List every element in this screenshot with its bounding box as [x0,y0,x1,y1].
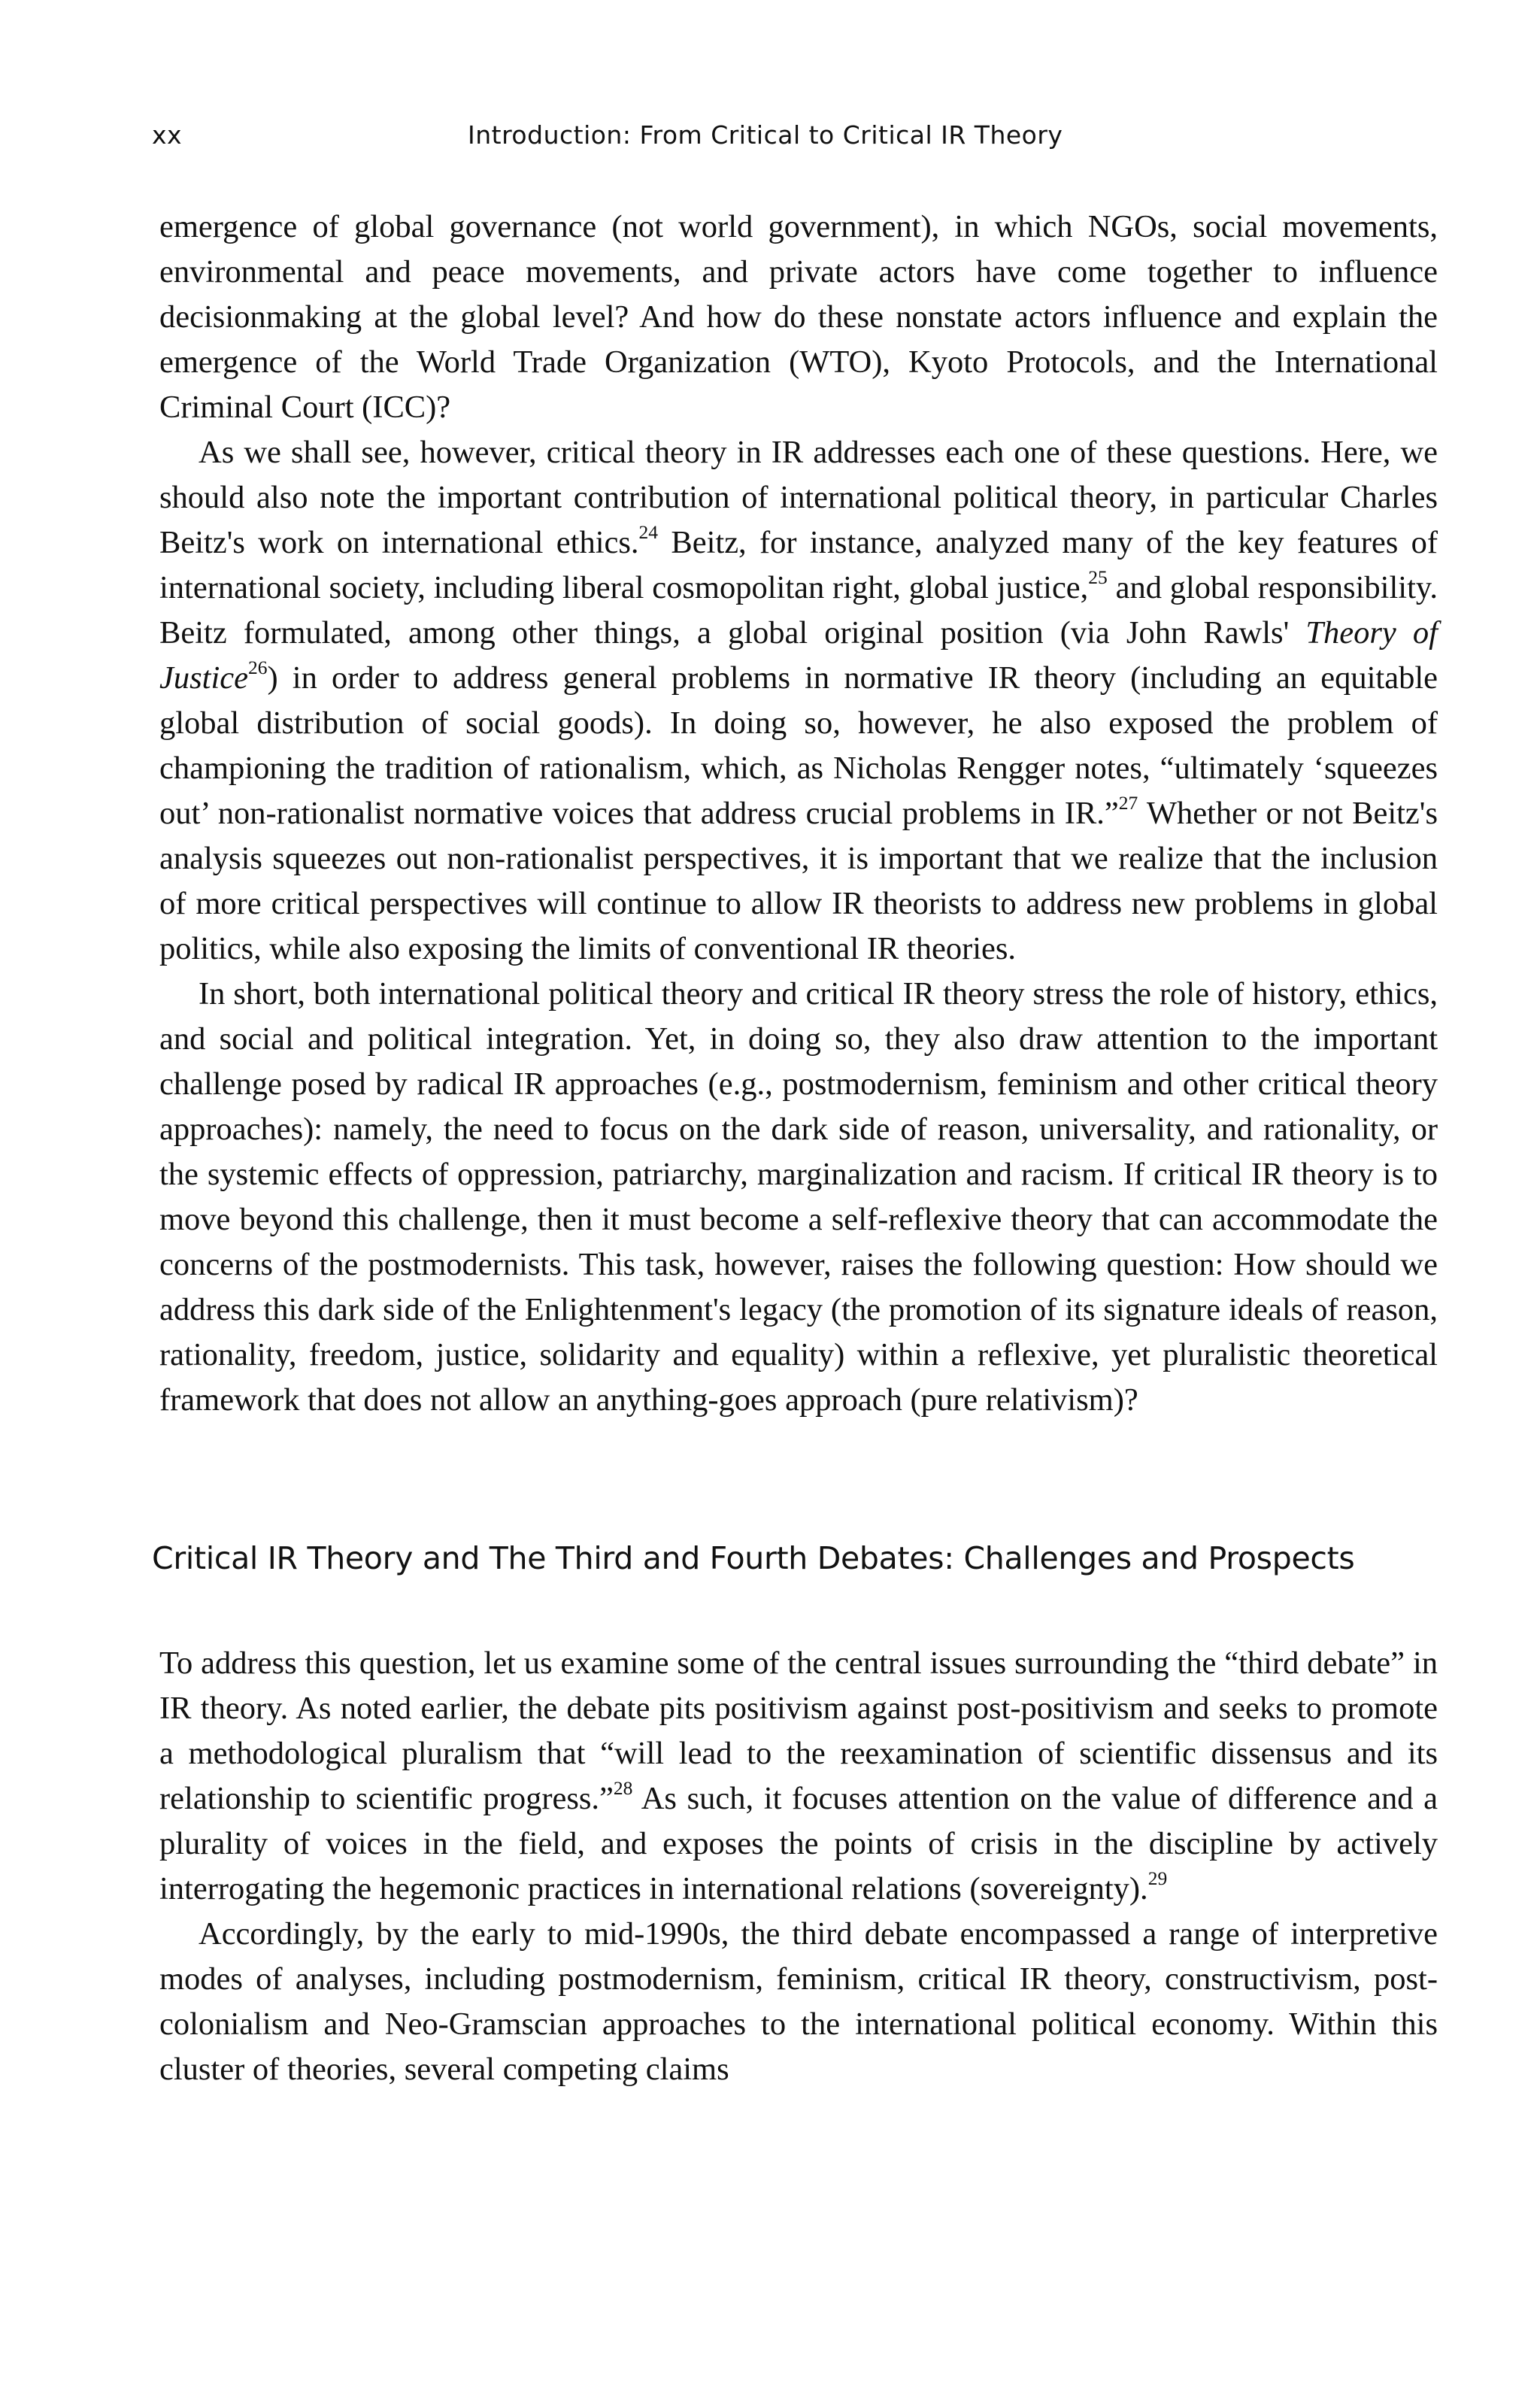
footnote-ref-27: 27 [1118,791,1138,814]
paragraph-third-debate [159,1641,1438,1912]
footnote-ref-26: 26 [248,656,268,678]
text-span: Beitz, for instance, analyzed many of the key features of international society, including liberal cosmopolitan right, global justice, [159,525,1438,605]
text-span: As we shall see, however, critical theory in IR addresses each one of these questions. Here, we should also note the important contribution of international political theory, in particular Charles Beitz's work on international ethics. [159,435,1438,560]
footnote-ref-28: 28 [613,1776,633,1799]
paragraph-in-short: In short, both international political theory and critical IR theory stress the role of history, ethics, and social and political integration. Yet, in doing so, they also draw attention to the important challenge posed by radical IR approaches (e.g., postmodernism, feminism and other critical theory approaches): namely, the need to focus on the dark side of reason, universality, and rationality, or the systemic effects of oppression, patriarchy, marginalization and racism. If critical IR theory is to move beyond this challenge, then it must become a self-reflexive theory that can accommodate the concerns of the postmodernists. This task, however, raises the following question: How should we address this dark side of the Enlightenment's legacy (the promotion of its signature ideals of reason, rationality, freedom, justice, solidarity and equality) within a reflexive, yet pluralistic theoretical framework that does not allow an anything-goes approach (pure relativism)? [159,976,1438,1418]
paragraph-accordingly: Accordingly, by the early to mid-1990s, the third debate encompassed a range of interpretive modes of analyses, including postmodernism, feminism, critical IR theory, constructivism, post-colonialism and Neo-Gramscian approaches to the international political economy. Within this cluster of theories, several competing claims [159,1916,1438,2087]
footnote-ref-25: 25 [1088,566,1108,588]
body-text [152,205,1438,2092]
footnote-ref-29: 29 [1147,1867,1168,1889]
text-span: ) in order to address general problems in normative IR theory (including an equitable global distribution of social goods). In doing so, however, he also exposed the problem of championing the tradition of rationalism, which, as Nicholas Rengger notes, “ultimately ‘squeezes out’ non-rationalist normative voices that address crucial problems in IR.” [159,660,1438,831]
paragraph-beitz [159,430,1438,972]
text-span: and global responsibility. Beitz formulated, among other things, a global original position (via John Rawls' [159,570,1438,651]
page-number: xx [152,120,183,150]
text-span: To address this question, let us examine some of the central issues surrounding the “third debate” in IR theory. As noted earlier, the debate pits positivism against post-positivism and seeks to promote a methodological pluralism that “will lead to the reexamination of scientific dissensus and its relationship to scientific progress.” [159,1645,1438,1816]
page-header [152,113,1438,165]
running-head: Introduction: From Critical to Critical IR Theory [468,120,1063,150]
footnote-ref-24: 24 [638,520,659,543]
section-heading: Critical IR Theory and The Third and Fourth Debates: Challenges and Prospects [152,1540,1355,1576]
book-title: Theory of Justice [159,615,1438,696]
book-page [152,113,1438,2092]
text-span: As such, it focuses attention on the value of difference and a plurality of voices in the field, and exposes the points of crisis in the discipline by actively interrogating the hegemonic practices in international relations (sovereignty). [159,1781,1438,1906]
paragraph-continued: emergence of global governance (not world government), in which NGOs, social movements, environmental and peace movements, and private actors have come together to influence decisionmaking at the global level? And how do these nonstate actors influence and explain the emergence of the World Trade Organization (WTO), Kyoto Protocols, and the International Criminal Court (ICC)? [159,209,1438,425]
text-span: Whether or not Beitz's analysis squeezes out non-rationalist perspectives, it is important that we realize that the inclusion of more critical perspectives will continue to allow IR theorists to address new problems in global politics, while also exposing the limits of conventional IR theories. [159,796,1438,966]
